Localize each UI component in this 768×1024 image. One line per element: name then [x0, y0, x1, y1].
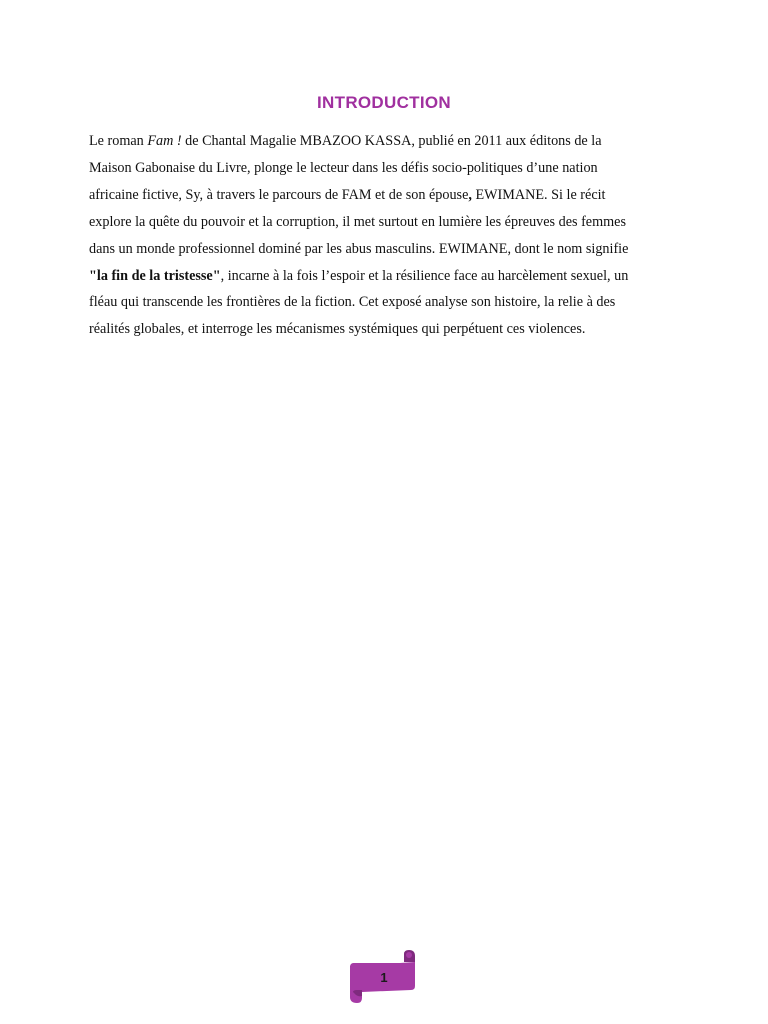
paragraph-line-6 — [89, 263, 679, 290]
section-heading: INTRODUCTION — [317, 93, 451, 112]
page-number: 1 — [380, 970, 388, 985]
paragraph-line-8: réalités globales, et interroge les mécanismes systémiques qui perpétuent ces violences. — [89, 321, 586, 338]
paragraph-line-2: Maison Gabonaise du Livre, plonge le lecteur dans les défis socio-politiques d’une nation — [89, 159, 598, 176]
text-run: EWIMANE. Si le récit — [471, 186, 606, 203]
introduction-paragraph — [89, 128, 679, 343]
paragraph-line-5: dans un monde professionnel dominé par les abus masculins. EWIMANE, dont le nom signifie — [89, 240, 629, 257]
paragraph-line-4: explore la quête du pouvoir et la corruption, il met surtout en lumière les épreuves des femmes — [89, 213, 626, 230]
text-run: Le roman — [89, 133, 148, 149]
paragraph-line-1 — [89, 128, 679, 155]
paragraph-line-7: fléau qui transcende les frontières de la fiction. Cet exposé analyse son histoire, la relie à des — [89, 294, 616, 311]
name-meaning-quote: "la fin de la tristesse" — [89, 267, 221, 284]
paragraph-line-3 — [89, 182, 679, 209]
book-title: Fam ! — [147, 133, 182, 149]
text-run: de Chantal Magalie MBAZOO KASSA, publié en 2011 aux éditons de la — [181, 133, 602, 149]
text-run: , incarne à la fois l’espoir et la résilience face au harcèlement sexuel, un — [220, 267, 629, 284]
text-run: africaine fictive, Sy, à travers le parcours de FAM et de son épouse — [89, 186, 469, 203]
bold-comma: , — [468, 186, 472, 203]
